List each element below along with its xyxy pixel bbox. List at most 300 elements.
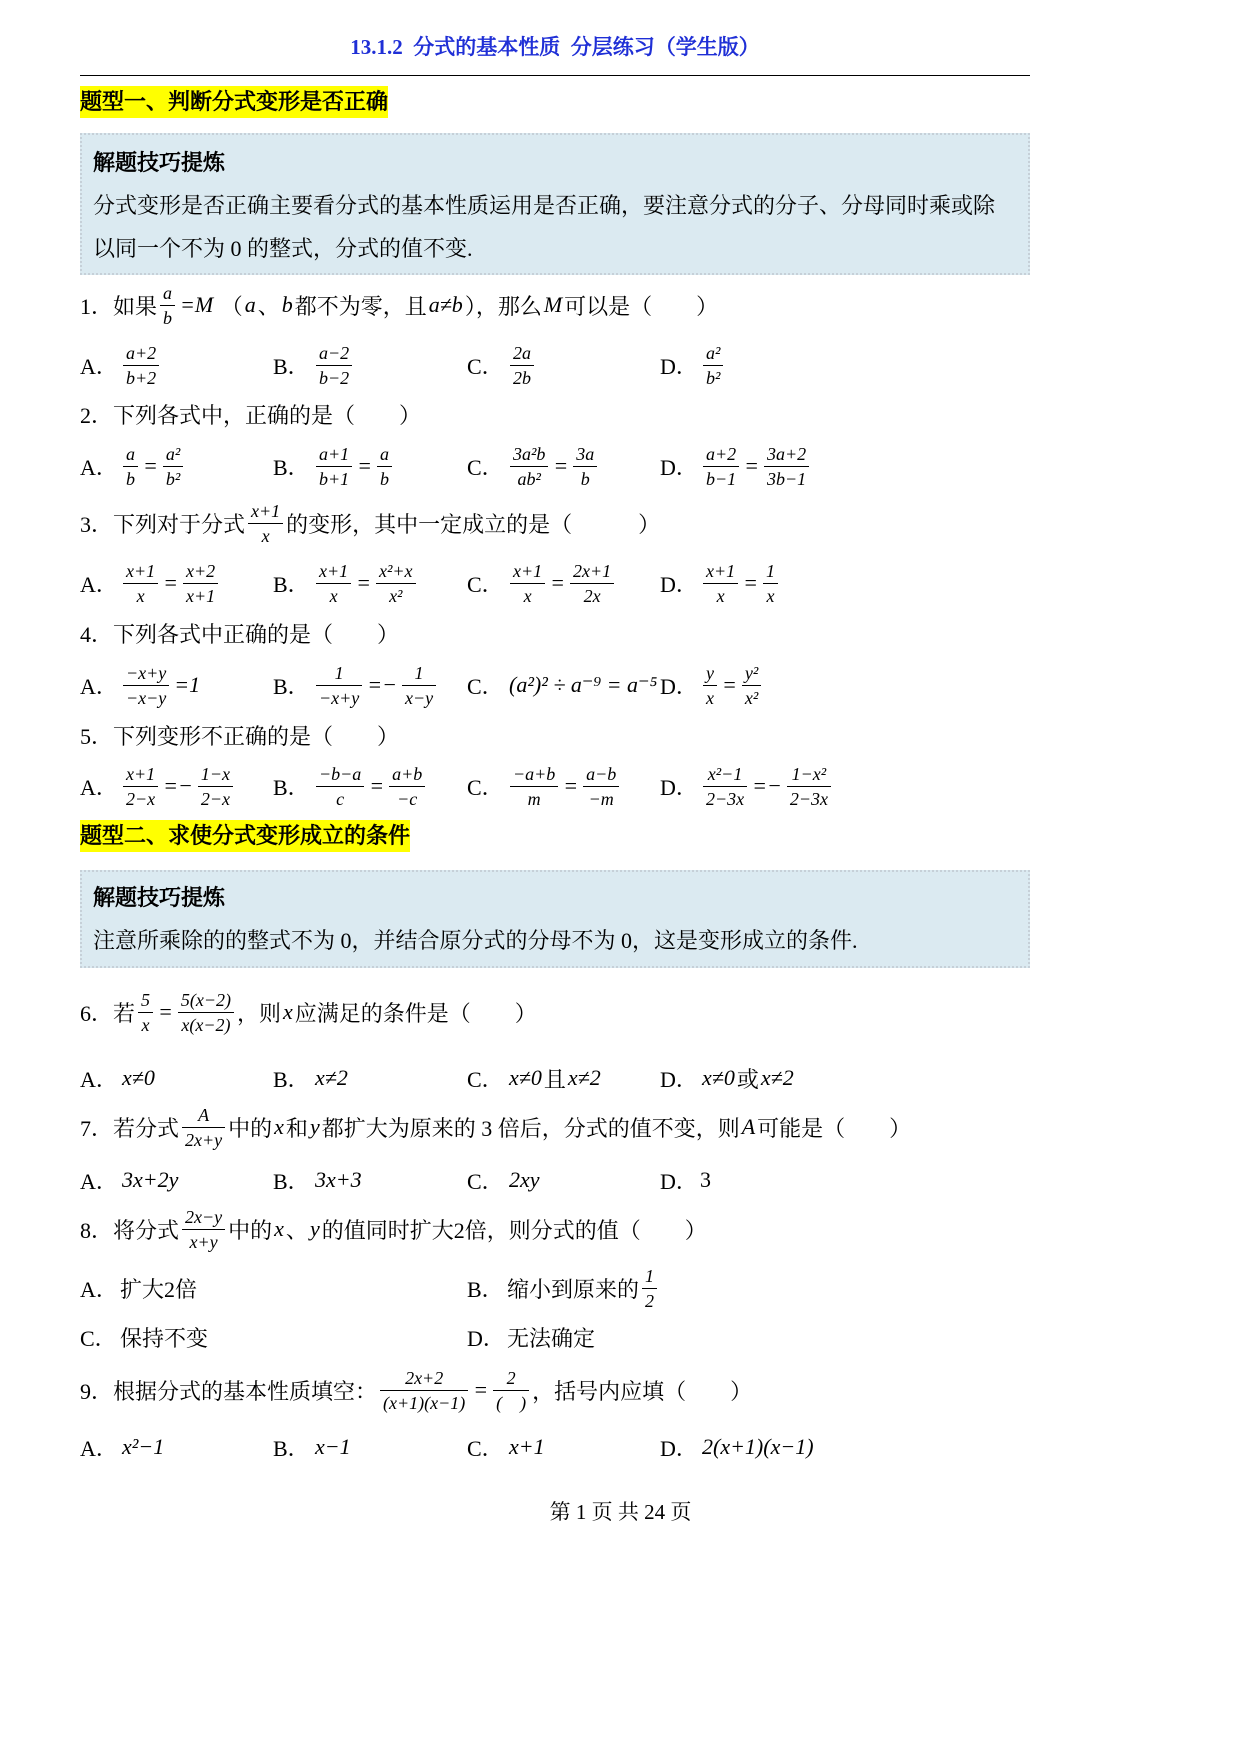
- text-run: 保持不变: [120, 1326, 209, 1351]
- text-run: 可能是（ ）: [757, 1115, 912, 1141]
- option-expression: [313, 443, 395, 490]
- fraction-numerator: 3a+2: [764, 443, 809, 467]
- text-run: 和: [285, 1115, 308, 1141]
- math-expression: x: [274, 1216, 284, 1241]
- option-b: [273, 560, 467, 607]
- option-label: D．: [660, 673, 698, 699]
- fraction: [182, 1104, 225, 1151]
- option-expression: [120, 662, 202, 709]
- fraction-denominator: ( ): [496, 1392, 527, 1413]
- fraction-numerator: a+2: [703, 443, 739, 467]
- math-expression: 2(x+1)(x−1): [702, 1434, 814, 1459]
- math-expression: x≠0: [122, 1065, 155, 1090]
- text-run: 1．如果: [80, 293, 158, 319]
- option-d: [660, 662, 960, 709]
- fraction-denominator: −x−y: [126, 687, 167, 708]
- option-label: D．: [467, 1326, 505, 1351]
- fraction: [160, 282, 175, 329]
- fraction-numerator: 5: [138, 989, 153, 1013]
- text-run: 可以是（ ）: [564, 293, 719, 319]
- text-run: 8．将分式: [80, 1217, 180, 1243]
- text-run: 中的: [228, 1115, 273, 1141]
- fraction-numerator: a: [160, 282, 175, 306]
- fraction-denominator: 2b: [513, 367, 531, 388]
- fraction-numerator: x²−1: [703, 763, 747, 787]
- fraction-numerator: a: [377, 443, 392, 467]
- fraction-numerator: 5(x−2): [178, 989, 234, 1013]
- fraction-denominator: x: [523, 585, 532, 606]
- tip-body: 分式变形是否正确主要看分式的基本性质运用是否正确，要注意分式的分子、分母同时乘或除以同一个不为 0 的整式，分式的值不变.: [93, 193, 996, 261]
- fraction-numerator: 2x−y: [182, 1206, 225, 1230]
- fraction: [248, 500, 283, 547]
- question-7-options: [80, 1155, 1080, 1205]
- question-8-options: [80, 1264, 1080, 1362]
- option-d: [660, 1165, 960, 1196]
- fraction: [510, 342, 534, 389]
- fraction: [376, 560, 416, 607]
- text-run: 、: [285, 1217, 308, 1243]
- option-label: D．: [660, 571, 698, 597]
- option-expression: [700, 342, 726, 389]
- question-3-stem: [80, 498, 1080, 548]
- fraction-denominator: b+2: [126, 367, 157, 388]
- option-expression: [700, 1063, 796, 1094]
- text-run: （: [215, 293, 243, 319]
- fraction-denominator: b: [380, 468, 390, 489]
- fraction-denominator: 2: [645, 1291, 655, 1311]
- option-label: A．: [80, 571, 118, 597]
- fraction-denominator: m: [527, 788, 541, 809]
- option-c: [467, 670, 660, 701]
- text-run: 、: [257, 293, 280, 319]
- fraction: [573, 443, 597, 490]
- fraction-numerator: x²+x: [376, 560, 416, 584]
- option-a: [80, 1273, 467, 1304]
- option-expression: [507, 1265, 660, 1312]
- question-2-stem: [80, 389, 1080, 439]
- text-run: 9．根据分式的基本性质填空：: [80, 1378, 378, 1404]
- option-label: B．: [273, 1435, 310, 1461]
- fraction: [389, 763, 425, 810]
- math-expression: =1: [174, 672, 201, 697]
- text-run: ，则: [237, 1000, 282, 1026]
- math-expression: =: [743, 570, 758, 595]
- text-run: 扩大2倍: [120, 1277, 198, 1302]
- option-label: D．: [660, 774, 698, 800]
- math-expression: y: [309, 1216, 320, 1241]
- math-expression: M: [543, 292, 563, 317]
- math-expression: =−: [163, 773, 193, 798]
- option-expression: [507, 1322, 595, 1353]
- fraction-numerator: 2a: [510, 342, 534, 366]
- option-expression: [120, 1273, 197, 1304]
- option-expression: [507, 560, 617, 607]
- option-c: [467, 763, 660, 810]
- tip-title: 解题技巧提炼: [93, 150, 226, 175]
- option-a: [80, 1165, 273, 1196]
- fraction-denominator: x²: [744, 687, 759, 708]
- text-run: 2．下列各式中，正确的是（ ）: [80, 402, 422, 428]
- option-expression: [700, 1167, 711, 1193]
- fraction: [377, 443, 392, 490]
- fraction-numerator: 2x+1: [570, 560, 614, 584]
- math-expression: x²−1: [122, 1434, 165, 1459]
- fraction-denominator: b−1: [706, 468, 737, 489]
- fraction-numerator: 1: [316, 662, 362, 686]
- question-6-stem: [80, 987, 1080, 1037]
- option-label: B．: [273, 774, 310, 800]
- option-label: A．: [80, 454, 118, 480]
- tip-box-2: [80, 870, 1030, 968]
- fraction-denominator: (x+1)(x−1): [383, 1392, 466, 1413]
- fraction: [178, 989, 234, 1036]
- fraction: [123, 342, 159, 389]
- fraction-denominator: b−2: [319, 367, 350, 388]
- option-c: [467, 342, 660, 389]
- fraction-numerator: a+1: [316, 443, 352, 467]
- math-expression: 3x+2y: [122, 1167, 179, 1192]
- fraction-denominator: 2x+y: [185, 1129, 223, 1150]
- option-expression: [507, 1167, 542, 1193]
- fraction: [316, 560, 351, 607]
- option-a: [80, 560, 273, 607]
- fraction-denominator: 2−x: [200, 788, 230, 809]
- fraction: [198, 763, 233, 810]
- fraction-denominator: x+1: [186, 585, 216, 606]
- option-expression: [120, 1322, 208, 1353]
- math-expression: x−1: [315, 1434, 351, 1459]
- fraction-denominator: 2−3x: [789, 788, 828, 809]
- math-expression: =: [473, 1377, 489, 1402]
- math-expression: =−: [367, 672, 397, 697]
- fraction-numerator: a: [123, 443, 138, 467]
- option-label: D．: [660, 454, 698, 480]
- page-header-title: 13.1.2 分式的基本性质 分层练习（学生版）: [350, 35, 760, 59]
- question-4-options: [80, 660, 1080, 710]
- option-d: [660, 763, 960, 810]
- fraction: [703, 443, 739, 490]
- option-label: C．: [467, 1435, 504, 1461]
- option-expression: [700, 1434, 816, 1460]
- option-label: B．: [273, 1168, 310, 1194]
- math-expression: a: [244, 292, 256, 317]
- text-run: 或: [736, 1066, 759, 1092]
- fraction: [703, 342, 723, 389]
- option-expression: [507, 763, 622, 810]
- question-8-stem: [80, 1204, 1080, 1254]
- text-run: 无法确定: [507, 1326, 596, 1351]
- option-label: C．: [467, 353, 504, 379]
- text-run: 6．若: [80, 1000, 136, 1026]
- fraction: [316, 763, 364, 810]
- option-a: [80, 342, 273, 389]
- fraction: [583, 763, 619, 810]
- option-label: B．: [273, 571, 310, 597]
- option-label: A．: [80, 673, 118, 699]
- fraction-numerator: x+1: [316, 560, 351, 584]
- option-expression: [700, 443, 812, 490]
- fraction-denominator: 3b−1: [767, 468, 807, 489]
- fraction-denominator: ab²: [517, 468, 541, 489]
- option-d: [660, 342, 960, 389]
- option-expression: [313, 763, 428, 810]
- option-b: [273, 763, 467, 810]
- option-label: C．: [467, 673, 504, 699]
- fraction-numerator: a+b: [389, 763, 425, 787]
- option-expression: [313, 662, 439, 709]
- option-label: A．: [80, 1066, 118, 1092]
- text-run: 且: [543, 1066, 566, 1092]
- fraction: [316, 443, 352, 490]
- fraction-denominator: 2x: [583, 585, 601, 606]
- fraction-numerator: −x+y: [123, 662, 169, 686]
- option-b: [273, 342, 467, 389]
- fraction-numerator: x+2: [183, 560, 218, 584]
- fraction-denominator: 2−3x: [706, 788, 745, 809]
- text-run: 的变形，其中一定成立的是（ ）: [286, 511, 661, 537]
- fraction-denominator: x: [706, 687, 714, 708]
- question-2-options: [80, 441, 1080, 491]
- math-expression: x: [283, 999, 293, 1024]
- tip-body: 注意所乘除的的整式不为 0，并结合原分式的分母不为 0，这是变形成立的条件.: [93, 928, 858, 953]
- fraction-denominator: x: [141, 1014, 150, 1035]
- option-d: [467, 1322, 854, 1353]
- fraction-numerator: x+1: [703, 560, 738, 584]
- option-expression: [120, 560, 221, 607]
- option-label: B．: [273, 353, 310, 379]
- option-expression: [700, 662, 764, 709]
- math-expression: =−: [752, 773, 782, 798]
- fraction-numerator: 1: [642, 1265, 657, 1289]
- fraction-denominator: x²: [389, 585, 403, 606]
- option-expression: [700, 560, 781, 607]
- math-expression: =: [163, 570, 178, 595]
- math-expression: =: [744, 453, 760, 478]
- option-expression: [120, 763, 236, 810]
- fraction-denominator: x: [329, 585, 338, 606]
- fraction-numerator: a+2: [123, 342, 159, 366]
- fraction-denominator: c: [336, 788, 345, 809]
- fraction-numerator: y²: [742, 662, 761, 686]
- fraction: [642, 1265, 657, 1312]
- fraction-numerator: 1−x: [198, 763, 233, 787]
- fraction: [316, 662, 362, 709]
- option-label: C．: [467, 774, 504, 800]
- fraction-numerator: −a+b: [510, 763, 558, 787]
- option-label: A．: [80, 1435, 118, 1461]
- math-expression: =: [356, 570, 371, 595]
- text-run: 应满足的条件是（ ）: [294, 1000, 537, 1026]
- fraction: [510, 443, 548, 490]
- option-label: A．: [80, 1168, 118, 1194]
- option-d: [660, 1432, 960, 1463]
- text-run: 中的: [228, 1217, 273, 1243]
- option-a: [80, 443, 273, 490]
- option-c: [467, 1063, 660, 1094]
- option-a: [80, 763, 273, 810]
- option-label: B．: [467, 1277, 504, 1302]
- option-c: [467, 443, 660, 490]
- math-expression: A: [741, 1114, 756, 1139]
- math-expression: x≠0: [509, 1065, 542, 1090]
- fraction: [163, 443, 183, 490]
- option-expression: [507, 443, 600, 490]
- fraction-numerator: 2x+2: [380, 1367, 468, 1391]
- option-b: [467, 1265, 854, 1312]
- option-d: [660, 560, 960, 607]
- fraction-numerator: −b−a: [316, 763, 364, 787]
- option-a: [80, 1432, 273, 1463]
- fraction: [742, 662, 761, 709]
- fraction-numerator: x+1: [123, 763, 158, 787]
- math-expression: =: [550, 570, 565, 595]
- math-expression: a≠b: [428, 292, 463, 317]
- option-label: C．: [467, 1066, 504, 1092]
- option-label: C．: [467, 454, 504, 480]
- fraction: [703, 763, 747, 810]
- question-3-options: [80, 558, 1080, 608]
- option-expression: [313, 560, 419, 607]
- question-7-stem: [80, 1102, 1080, 1152]
- question-5-options: [80, 761, 1080, 811]
- question-1-stem: [80, 280, 1080, 330]
- fraction-numerator: x+1: [123, 560, 158, 584]
- fraction: [182, 1206, 225, 1253]
- option-b: [273, 1165, 467, 1196]
- fraction: [183, 560, 218, 607]
- fraction-numerator: 1: [763, 560, 778, 584]
- option-expression: [313, 1065, 350, 1091]
- fraction: [787, 763, 831, 810]
- fraction-denominator: x(x−2): [181, 1014, 231, 1035]
- math-expression: x≠2: [760, 1065, 794, 1090]
- option-expression: [507, 1434, 547, 1460]
- option-expression: [120, 1065, 157, 1091]
- option-expression: [120, 342, 162, 389]
- text-run: 都扩大为原来的 3 倍后，分式的值不变，则: [321, 1115, 740, 1141]
- text-run: 都不为零，且: [294, 293, 427, 319]
- option-b: [273, 662, 467, 709]
- option-label: B．: [273, 454, 310, 480]
- option-a: [80, 662, 273, 709]
- option-label: B．: [273, 1066, 310, 1092]
- fraction-denominator: x: [261, 525, 270, 546]
- question-9-stem: [80, 1365, 1080, 1415]
- option-c: [467, 1165, 660, 1196]
- option-c: [80, 1322, 467, 1353]
- question-9-options: [80, 1422, 1080, 1472]
- option-expression: [507, 342, 537, 389]
- tip-box-1: [80, 133, 1030, 275]
- text-run: 7．若分式: [80, 1115, 180, 1141]
- fraction: [510, 763, 558, 810]
- option-label: C．: [467, 571, 504, 597]
- fraction-numerator: a²: [703, 342, 723, 366]
- fraction: [703, 560, 738, 607]
- option-label: D．: [660, 1168, 698, 1194]
- fraction-numerator: a−b: [583, 763, 619, 787]
- fraction-numerator: x+1: [510, 560, 545, 584]
- fraction-denominator: 2−x: [126, 788, 156, 809]
- option-b: [273, 1063, 467, 1094]
- section-title-1: 题型一、判断分式变形是否正确: [80, 86, 388, 118]
- option-label: D．: [660, 353, 698, 379]
- page-footer: 第 1 页 共 24 页: [549, 1500, 692, 1524]
- option-expression: [507, 672, 659, 698]
- text-run: 3: [700, 1167, 711, 1192]
- question-4-stem: [80, 608, 1080, 658]
- fraction: [510, 560, 545, 607]
- fraction: [123, 763, 158, 810]
- option-expression: [120, 1167, 180, 1193]
- fraction-denominator: x+y: [189, 1231, 218, 1252]
- fraction-numerator: 3a: [573, 443, 597, 467]
- math-expression: =: [158, 999, 173, 1024]
- text-run: ，括号内应填（ ）: [532, 1378, 753, 1404]
- fraction-numerator: 3a²b: [510, 443, 548, 467]
- math-expression: y: [309, 1114, 320, 1139]
- math-expression: x: [274, 1114, 284, 1139]
- fraction: [380, 1367, 468, 1414]
- fraction-denominator: −x+y: [319, 687, 360, 708]
- math-expression: x≠0: [702, 1065, 735, 1090]
- section-title-2: 题型二、求使分式变形成立的条件: [80, 820, 410, 852]
- text-run: 缩小到原来的: [507, 1277, 640, 1302]
- text-run: 的值同时扩大2倍，则分式的值（ ）: [321, 1217, 707, 1243]
- fraction-numerator: 1−x²: [787, 763, 831, 787]
- question-5-stem: [80, 710, 1080, 760]
- fraction-denominator: x: [716, 585, 725, 606]
- option-expression: [313, 1167, 364, 1193]
- fraction: [123, 560, 158, 607]
- fraction: [123, 662, 169, 709]
- math-expression: =: [722, 672, 737, 697]
- fraction-denominator: −c: [397, 788, 418, 809]
- fraction-denominator: x: [136, 585, 145, 606]
- fraction-numerator: 1: [402, 662, 436, 686]
- option-b: [273, 443, 467, 490]
- math-expression: x+1: [509, 1434, 545, 1459]
- option-label: B．: [273, 673, 310, 699]
- tip-title: 解题技巧提炼: [93, 885, 226, 910]
- fraction: [764, 443, 809, 490]
- text-run: ），那么: [464, 293, 542, 319]
- math-expression: =: [563, 773, 579, 798]
- text-run: 5．下列变形不正确的是（ ）: [80, 723, 400, 749]
- math-expression: 3x+3: [315, 1167, 362, 1192]
- option-expression: [507, 1063, 603, 1094]
- fraction: [402, 662, 436, 709]
- fraction-denominator: x−y: [404, 687, 434, 708]
- fraction: [703, 662, 717, 709]
- fraction-denominator: b: [580, 468, 590, 489]
- option-label: D．: [660, 1435, 698, 1461]
- option-expression: [313, 342, 355, 389]
- option-label: D．: [660, 1066, 698, 1092]
- math-expression: (a²)² ÷ a⁻⁹ = a⁻⁵: [509, 672, 658, 697]
- option-label: C．: [467, 1168, 504, 1194]
- math-expression: =: [357, 453, 373, 478]
- option-expression: [120, 443, 186, 490]
- option-c: [467, 560, 660, 607]
- text-run: 4．下列各式中正确的是（ ）: [80, 621, 400, 647]
- fraction-denominator: x: [766, 585, 775, 606]
- fraction-denominator: −m: [588, 788, 614, 809]
- fraction-numerator: 2: [493, 1367, 529, 1391]
- fraction-numerator: A: [182, 1104, 225, 1128]
- fraction-denominator: b+1: [319, 468, 350, 489]
- option-label: C．: [80, 1326, 117, 1351]
